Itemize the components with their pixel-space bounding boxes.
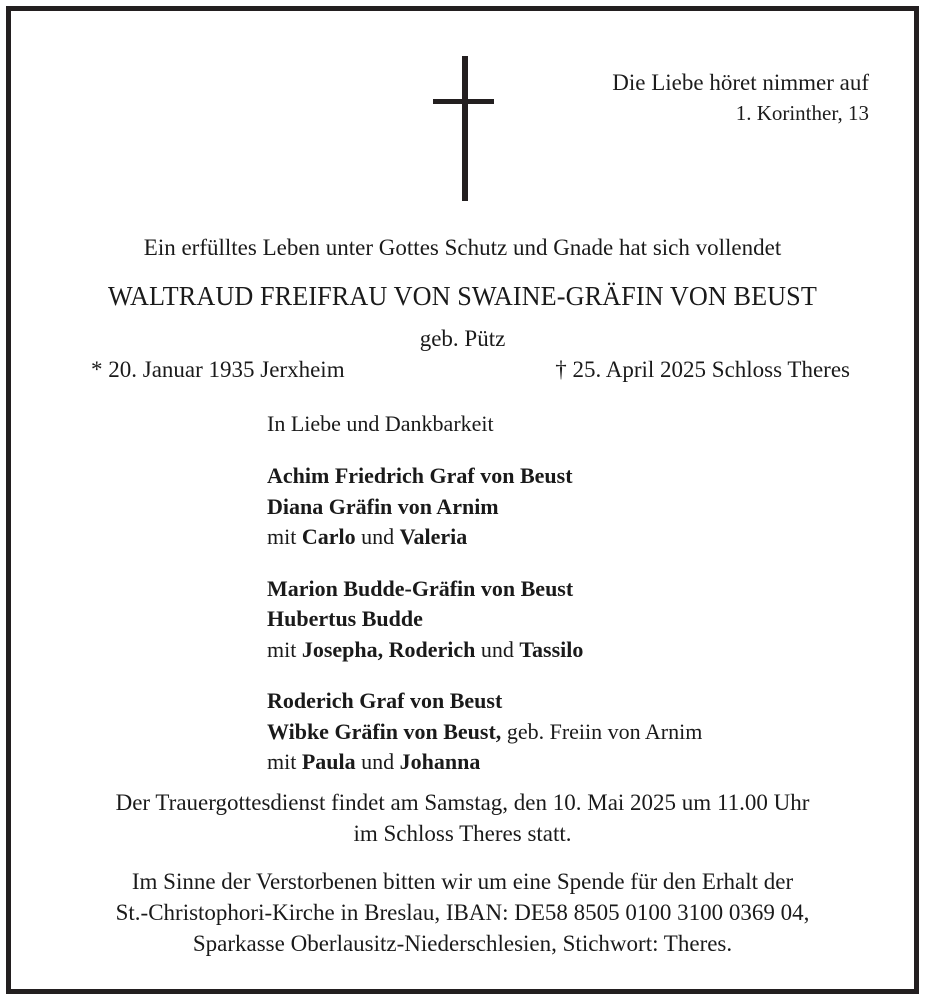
family-connector-text: geb. Freiin von Arnim [501,718,703,744]
family-line [267,461,867,492]
scripture-quote: Die Liebe höret nimmer auf [612,70,869,95]
family-line [267,574,867,605]
family-group [267,461,867,553]
family-name-text: Diana Gräfin von Arnim [267,493,499,519]
christian-cross-icon [433,56,497,201]
death-date: † 25. April 2025 Schloss Theres [555,357,850,382]
family-groups [267,461,867,778]
obituary-notice-frame [6,6,919,994]
lead-line: Ein erfülltes Leben unter Gottes Schutz und Gnade hat sich vollendet [143,235,782,260]
scripture-reference: 1. Korinther, 13 [735,101,869,125]
life-dates [77,355,858,385]
family-line [267,492,867,523]
service-info [11,787,914,849]
family-name-text: Johanna [399,749,481,774]
family-name-text: Roderich Graf von Beust [267,688,503,713]
family-line [267,604,867,635]
family-name-text: Marion Budde-Gräfin von Beust [267,575,574,601]
family-line [267,747,867,778]
scripture-block [531,67,869,129]
cross-horizontal-bar [433,99,494,104]
donation-line-1: Im Sinne der Verstorbenen bitten wir um eine Spende für den Erhalt der [131,869,794,894]
obituary-notice-body [11,11,914,989]
family-line [267,717,867,748]
family-name-text: Josepha, Roderich [301,636,476,662]
family-line [267,635,867,666]
family-block [267,409,867,778]
service-line-1: Der Trauergottesdienst findet am Samstag, den 10. Mai 2025 um 11.00 Uhr [115,790,810,815]
donation-line-3: Sparkasse Oberlausitz-Niederschlesien, Stichwort: Theres. [192,931,733,956]
family-connector-text: und [475,636,520,662]
dedication-line: In Liebe und Dankbarkeit [267,411,494,436]
donation-line-2: St.-Christophori-Kirche in Breslau, IBAN: DE58 8505 0100 3100 0369 04, [115,900,810,925]
maiden-name: geb. Pütz [419,326,506,351]
family-line [267,686,867,717]
family-name-text: Wibke Gräfin von Beust, [267,718,502,744]
deceased-name: WALTRAUD FREIFRAU VON SWAINE-GRÄFIN VON BEUST [108,281,817,311]
family-group [267,686,867,778]
birth-date: * 20. Januar 1935 Jerxheim [91,357,345,382]
family-name-text: Carlo [301,524,356,549]
family-name-text: Tassilo [519,636,584,662]
donation-info [11,866,914,959]
service-line-2: im Schloss Theres statt. [353,821,572,846]
notice-header [11,11,914,211]
family-group [267,574,867,666]
cross-vertical-bar [462,56,468,201]
family-connector-text: und [355,749,400,774]
family-name-text: Hubertus Budde [267,606,423,631]
family-connector-text: und [355,524,400,549]
family-line [267,522,867,553]
family-connector-text: mit [267,749,302,774]
family-connector-text: mit [267,636,302,662]
family-name-text: Valeria [399,524,468,549]
family-name-text: Paula [301,749,356,774]
family-connector-text: mit [267,524,302,549]
family-name-text: Achim Friedrich Graf von Beust [267,463,573,488]
